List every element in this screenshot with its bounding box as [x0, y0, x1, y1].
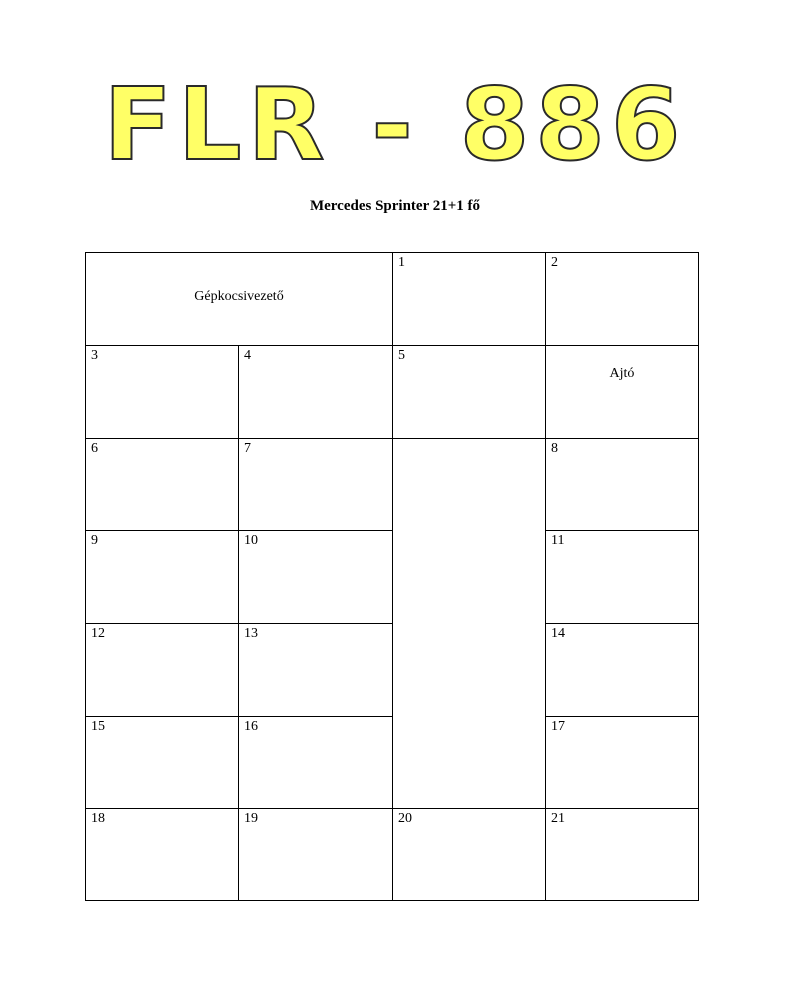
seat-4	[238, 345, 393, 439]
door-label: Ajtó	[609, 366, 635, 381]
seat-number: 13	[244, 626, 258, 641]
driver-cell	[85, 252, 393, 346]
seat-number: 17	[551, 719, 565, 734]
seat-number: 21	[551, 811, 565, 826]
seat-number: 1	[398, 255, 405, 270]
seat-number: 5	[398, 348, 405, 363]
seat-number: 10	[244, 533, 258, 548]
seat-16	[238, 716, 393, 809]
door-cell	[545, 345, 699, 439]
seat-14	[545, 623, 699, 717]
seat-number: 20	[398, 811, 412, 826]
vehicle-subtitle: Mercedes Sprinter 21+1 fő	[309, 198, 481, 214]
seat-number: 15	[91, 719, 105, 734]
seat-20	[392, 808, 546, 901]
seat-19	[238, 808, 393, 901]
seat-6	[85, 438, 239, 531]
seat-number: 6	[91, 441, 98, 456]
seat-number: 11	[551, 533, 565, 548]
seat-1	[392, 252, 546, 346]
seat-number: 18	[91, 811, 105, 826]
seat-number: 2	[551, 255, 558, 270]
seat-15	[85, 716, 239, 809]
seat-12	[85, 623, 239, 717]
seat-18	[85, 808, 239, 901]
seat-number: 7	[244, 441, 251, 456]
seat-5	[392, 345, 546, 439]
seat-3	[85, 345, 239, 439]
seat-number: 16	[244, 719, 258, 734]
seat-10	[238, 530, 393, 624]
seat-9	[85, 530, 239, 624]
seat-17	[545, 716, 699, 809]
seat-7	[238, 438, 393, 531]
license-plate-title: FLR - 886	[103, 66, 687, 183]
seat-8	[545, 438, 699, 531]
seat-number: 4	[244, 348, 251, 363]
seat-11	[545, 530, 699, 624]
seat-number: 19	[244, 811, 258, 826]
seat-number: 12	[91, 626, 105, 641]
seat-number: 3	[91, 348, 98, 363]
seat-number: 8	[551, 441, 558, 456]
driver-label: Gépkocsivezető	[194, 289, 284, 304]
seat-21	[545, 808, 699, 901]
seat-number: 14	[551, 626, 565, 641]
seat-map-table	[85, 252, 699, 901]
aisle-cell	[392, 438, 546, 809]
seat-13	[238, 623, 393, 717]
seat-number: 9	[91, 533, 98, 548]
seat-2	[545, 252, 699, 346]
